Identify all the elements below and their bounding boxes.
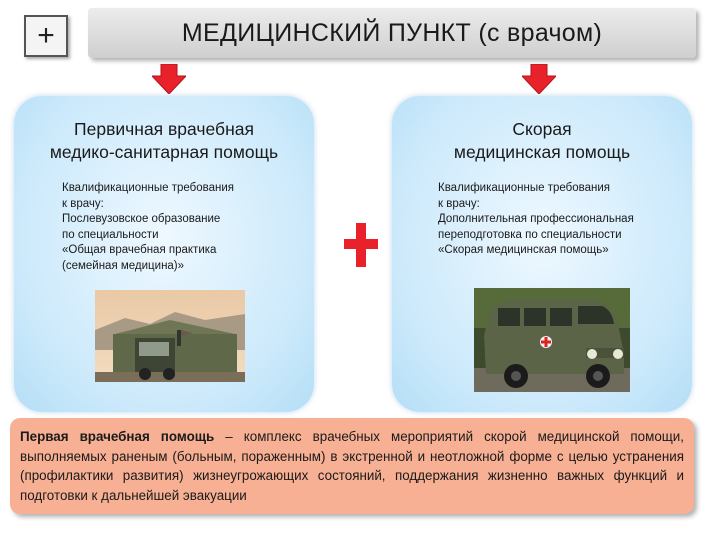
requirements-text: Квалификационные требования к врачу: Послевузовское образование по специальности «Общая врачебная практика (семейная медицина)» (62, 182, 235, 272)
plus-button[interactable] (24, 15, 68, 57)
definition-text: – комплекс врачебных мероприятий скорой медицинской помощи, выполняемых раненым (больным, пораженным) в экстренной и неотложной форме с целью устранения (профилактики развития) жизнеугрожающих состояний, поддержания жизненно важных функций и подготовки к дальнейшей эвакуации (20, 429, 684, 503)
ambulance-van-photo (474, 288, 630, 392)
definition-term: Первая врачебная помощь (20, 429, 215, 444)
red-cross-icon (344, 223, 378, 267)
definition-box (10, 418, 694, 514)
page-title: МЕДИЦИНСКИЙ ПУНКТ (с врачом) (88, 8, 696, 58)
panel-heading: Первичная врачебная медико-санитарная помощь (49, 119, 279, 162)
plus-icon: + (37, 19, 55, 52)
panel-heading: Скорая медицинская помощь (453, 119, 631, 162)
requirements-text: Квалификационные требования к врачу: Дополнительная профессиональная переподготовка по специальности «Скорая медицинская помощь» (438, 182, 634, 256)
military-truck-photo (92, 290, 248, 382)
